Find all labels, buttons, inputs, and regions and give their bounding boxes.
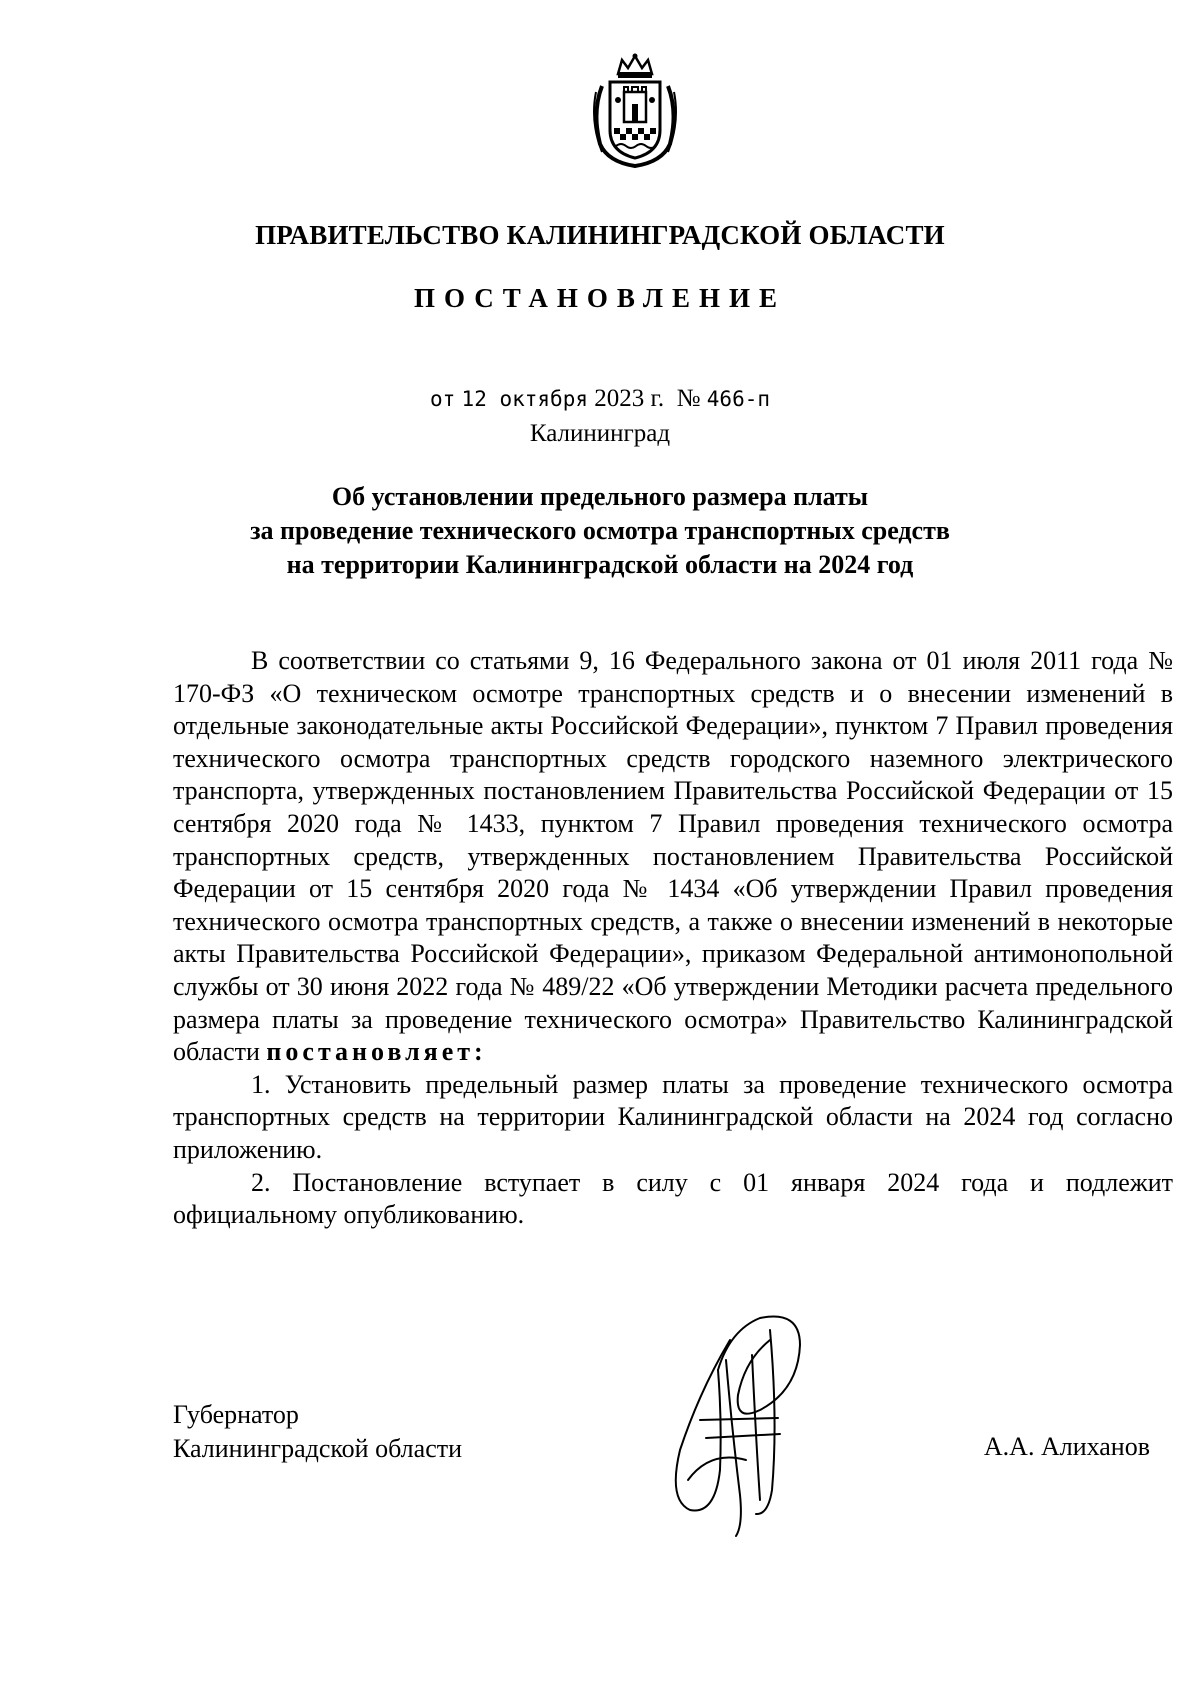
- position-line: Калининградской области: [173, 1434, 463, 1463]
- preamble-paragraph: [173, 645, 1173, 1069]
- number-sign: №: [676, 385, 701, 412]
- decree-item: 2. Постановление вступает в силу с 01 января 2024 года и подлежит официальному опубликованию.: [173, 1167, 1173, 1230]
- date-day-month: 12 октября: [461, 387, 588, 411]
- subject-line: на территории Калининградской области на 2024 год: [286, 550, 914, 579]
- decree-word: постановляет:: [266, 1037, 487, 1067]
- signer-name: А.А. Алиханов: [983, 1432, 1150, 1461]
- handwritten-signature-icon: [660, 1300, 810, 1540]
- date-year: 2023 г.: [594, 385, 665, 412]
- document-number: 466-п: [706, 387, 770, 411]
- organization-title: ПРАВИТЕЛЬСТВО КАЛИНИНГРАДСКОЙ ОБЛАСТИ: [255, 220, 945, 250]
- coat-of-arms-icon: [588, 52, 682, 170]
- subject-line: Об установлении предельного размера платы: [331, 482, 869, 511]
- date-prefix: от: [430, 387, 456, 411]
- preamble-text: В соответствии со статьями 9, 16 Федерального закона от 01 июля 2011 года № 170-ФЗ «О техническом осмотре транспортных средств и о внесении изменений в отдельные законодательные акты Российской Федерации», пунктом 7 Правил проведения технического осмотра транспортных средств городского наземного электрического транспорта, утвержденных постановлением Правительства Российской Федерации от 15 сентября 2020 года № 1433, пунктом 7 Правил проведения технического осмотра транспортных средств, утвержденных постановлением Правительства Российской Федерации от 15 сентября 2020 года № 1434 «Об утверждении Правил проведения технического осмотра транспортных средств, а также о внесении изменений в некоторые акты Правительства Российской Федерации», приказом Федеральной антимонопольной службы от 30 июня 2022 года № 489/22 «Об утверждении Методики расчета предельного размера платы за проведение технического осмотра» Правительство Калининградской области: [173, 646, 1173, 1067]
- document-subject: [0, 480, 1200, 582]
- document-type: ПОСТАНОВЛЕНИЕ: [413, 283, 787, 313]
- subject-line: за проведение технического осмотра транспортных средств: [250, 516, 950, 545]
- decree-item: 1. Установить предельный размер платы за проведение технического осмотра транспортных средств на территории Калининградской области на 2024 год согласно приложению.: [173, 1069, 1173, 1164]
- signer-position: [173, 1398, 462, 1466]
- position-line: Губернатор: [173, 1400, 299, 1429]
- document-city: Калининград: [529, 420, 671, 447]
- document-date-number: [0, 385, 1200, 413]
- document-body: [173, 645, 1173, 1232]
